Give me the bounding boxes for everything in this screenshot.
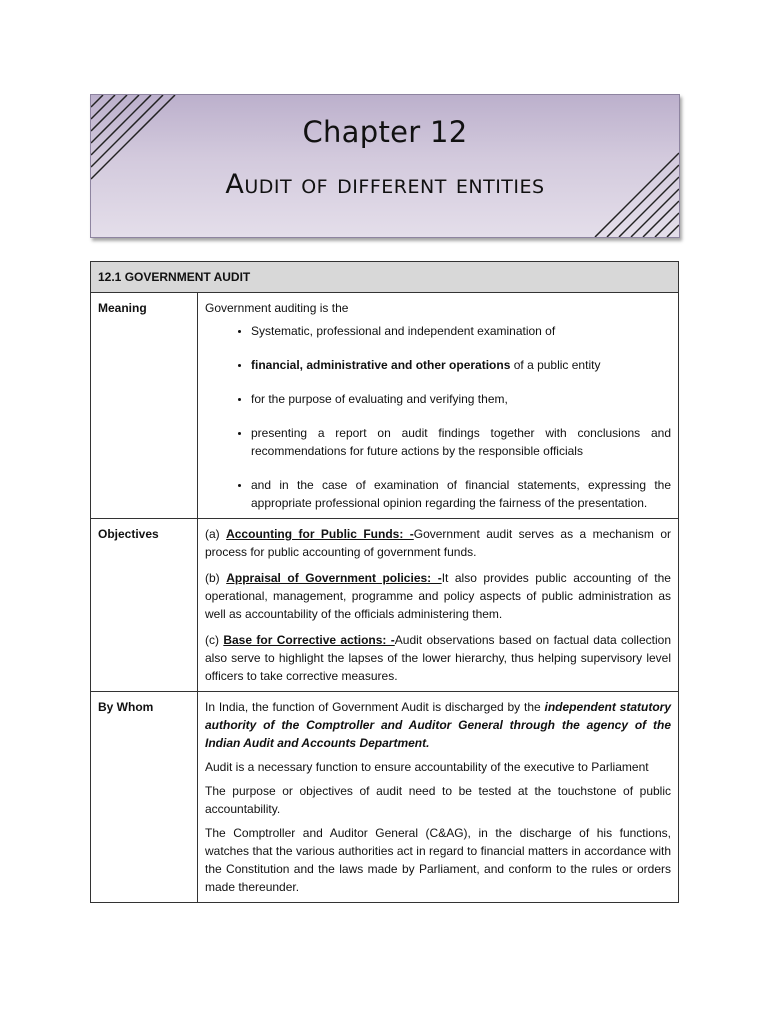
chapter-banner bbox=[90, 94, 680, 238]
objective-item: (c) Base for Corrective actions: -Audit observations based on factual data collection also serve to highlight the lapses of the lower hierarchy, thus helping supervisory level officers to take corrective measures. bbox=[205, 633, 671, 683]
objective-item: (b) Appraisal of Government policies: -It also provides public accounting of the operational, management, programme and policy aspects of public administration as well as accountability of the officials administering them. bbox=[205, 571, 671, 621]
objectives-content bbox=[198, 519, 679, 692]
meaning-intro: Government auditing is the bbox=[205, 301, 349, 315]
by-whom-paragraph: In India, the function of Government Audit is discharged by the independent statutory authority of the Comptroller and Auditor General through the agency of the Indian Audit and Accounts Department. bbox=[205, 700, 672, 750]
section-heading: 12.1 GOVERNMENT AUDIT bbox=[91, 262, 679, 293]
government-audit-table bbox=[90, 261, 679, 903]
table-header-row bbox=[91, 262, 679, 293]
list-item: • Systematic, professional and independent examination of bbox=[251, 322, 671, 340]
row-label-by-whom: By Whom bbox=[91, 692, 198, 903]
list-item: • for the purpose of evaluating and verifying them, bbox=[251, 390, 671, 408]
objective-item: (a) Accounting for Public Funds: -Government audit serves as a mechanism or process for public accounting of government funds. bbox=[205, 527, 672, 559]
row-label-objectives: Objectives bbox=[91, 519, 198, 692]
meaning-bullet-list bbox=[205, 322, 671, 512]
by-whom-paragraph: The purpose or objectives of audit need to be tested at the touchstone of public accountability. bbox=[205, 784, 671, 816]
row-label-meaning: Meaning bbox=[91, 293, 198, 519]
list-item: • and in the case of examination of financial statements, expressing the appropriate professional opinion regarding the fairness of the presentation. bbox=[251, 476, 671, 512]
table-row-by-whom bbox=[91, 692, 679, 903]
table-row-meaning bbox=[91, 293, 679, 519]
chapter-number: Chapter 12 bbox=[302, 115, 468, 149]
chapter-title: Audit of different entities bbox=[225, 169, 545, 200]
table-row-objectives bbox=[91, 519, 679, 692]
by-whom-paragraph: The Comptroller and Auditor General (C&AG), in the discharge of his functions, watches that the various authorities act in regard to financial matters in accordance with the Constitution and the laws made by Parliament, and conform to the rules or orders made thereunder. bbox=[205, 826, 671, 894]
by-whom-content bbox=[198, 692, 679, 903]
by-whom-paragraph: Audit is a necessary function to ensure accountability of the executive to Parliament bbox=[205, 760, 649, 774]
meaning-content bbox=[198, 293, 679, 519]
list-item: • financial, administrative and other operations of a public entity bbox=[251, 356, 671, 374]
list-item: • presenting a report on audit findings together with conclusions and recommendations for future actions by the responsible officials bbox=[251, 424, 671, 460]
